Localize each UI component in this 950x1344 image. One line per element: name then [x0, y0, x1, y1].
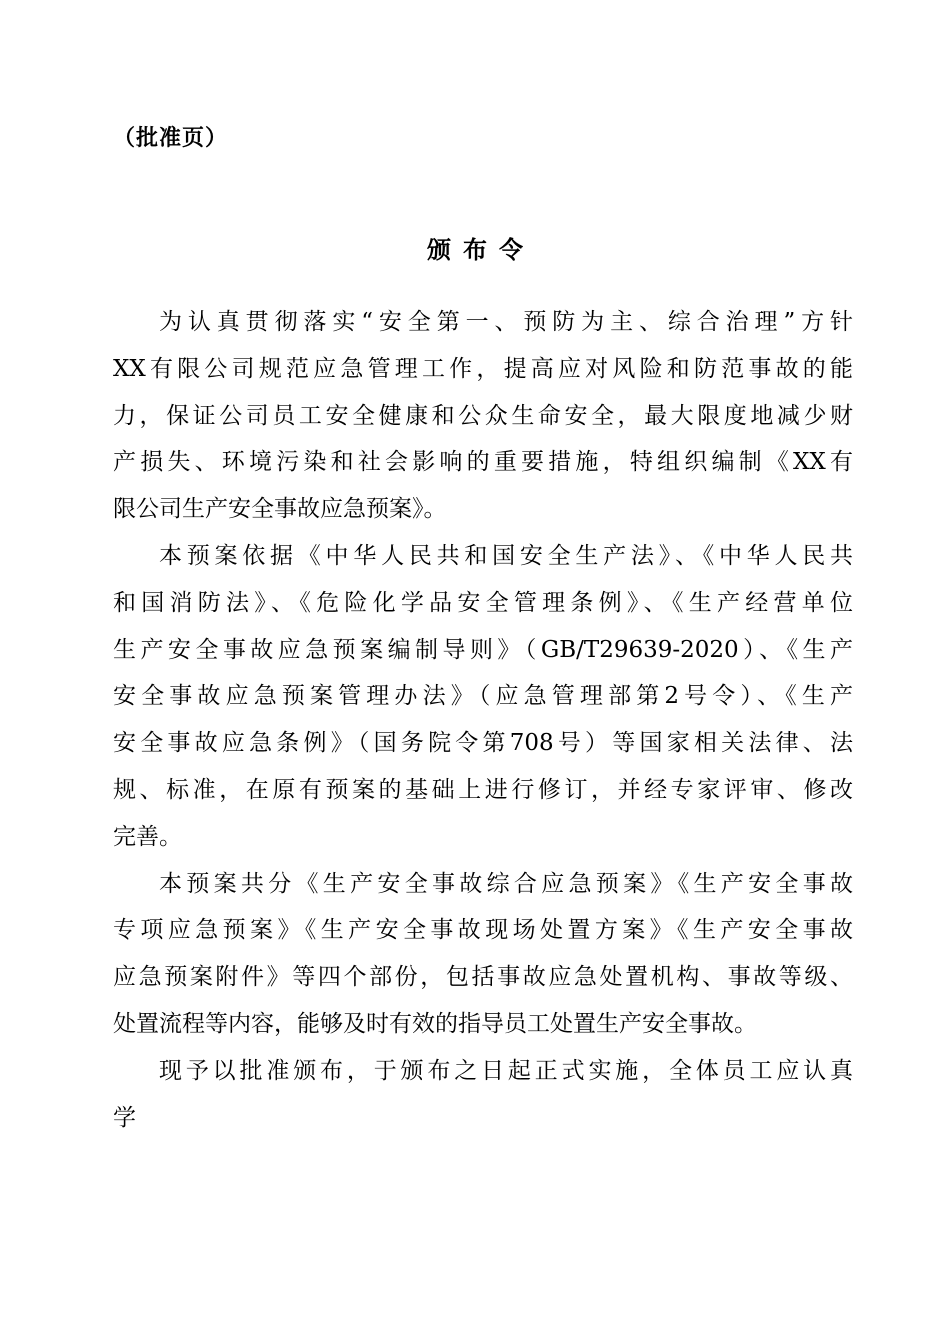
paragraph-line: 学 — [113, 1104, 136, 1131]
paragraph-line: 完善。 — [113, 823, 182, 850]
paragraph-line: 处置流程等内容，能够及时有效的指导员工处置生产安全事故。 — [113, 1010, 757, 1037]
paragraph-3 — [113, 861, 853, 1048]
paragraph-line: 专项应急预案》《生产安全事故现场处置方案》《生产安全事故 — [113, 917, 853, 944]
paragraph-4 — [113, 1048, 853, 1142]
document-title: 颁布令 — [427, 235, 535, 264]
paragraph-line: 本预案共分《生产安全事故综合应急预案》《生产安全事故 — [159, 870, 853, 897]
paragraph-line: 产损失、环境污染和社会影响的重要措施，特组织编制《XX有 — [113, 449, 853, 476]
paragraph-line: 生产安全事故应急预案编制导则》（GB/T29639-2020）、《生产 — [113, 636, 853, 663]
paragraph-line: 为认真贯彻落实“安全第一、预防为主、综合治理”方针 — [159, 309, 853, 335]
paragraph-line: 安全事故应急条例》（国务院令第708号）等国家相关法律、法 — [113, 730, 853, 757]
paragraph-line: 力，保证公司员工安全健康和公众生命安全，最大限度地减少财 — [113, 402, 853, 429]
paragraph-line: 限公司生产安全事故应急预案》。 — [113, 496, 447, 523]
paragraph-line: 规、标准，在原有预案的基础上进行修订，并经专家评审、修改 — [113, 776, 853, 803]
approval-page-label: （批准页） — [113, 125, 229, 151]
paragraph-2 — [113, 533, 853, 861]
paragraph-line: 安全事故应急预案管理办法》（应急管理部第2号令）、《生产 — [113, 683, 853, 710]
paragraph-line: 现予以批准颁布，于颁布之日起正式实施，全体员工应认真 — [159, 1057, 853, 1084]
document-body — [113, 299, 853, 1141]
paragraph-line: 和国消防法》、《危险化学品安全管理条例》、《生产经营单位 — [113, 589, 853, 616]
paragraph-line: 应急预案附件》等四个部份，包括事故应急处置机构、事故等级、 — [113, 964, 853, 991]
paragraph-line: 本预案依据《中华人民共和国安全生产法》、《中华人民共 — [159, 542, 853, 569]
paragraph-1 — [113, 299, 853, 533]
paragraph-line: XX有限公司规范应急管理工作，提高应对风险和防范事故的能 — [113, 355, 853, 382]
